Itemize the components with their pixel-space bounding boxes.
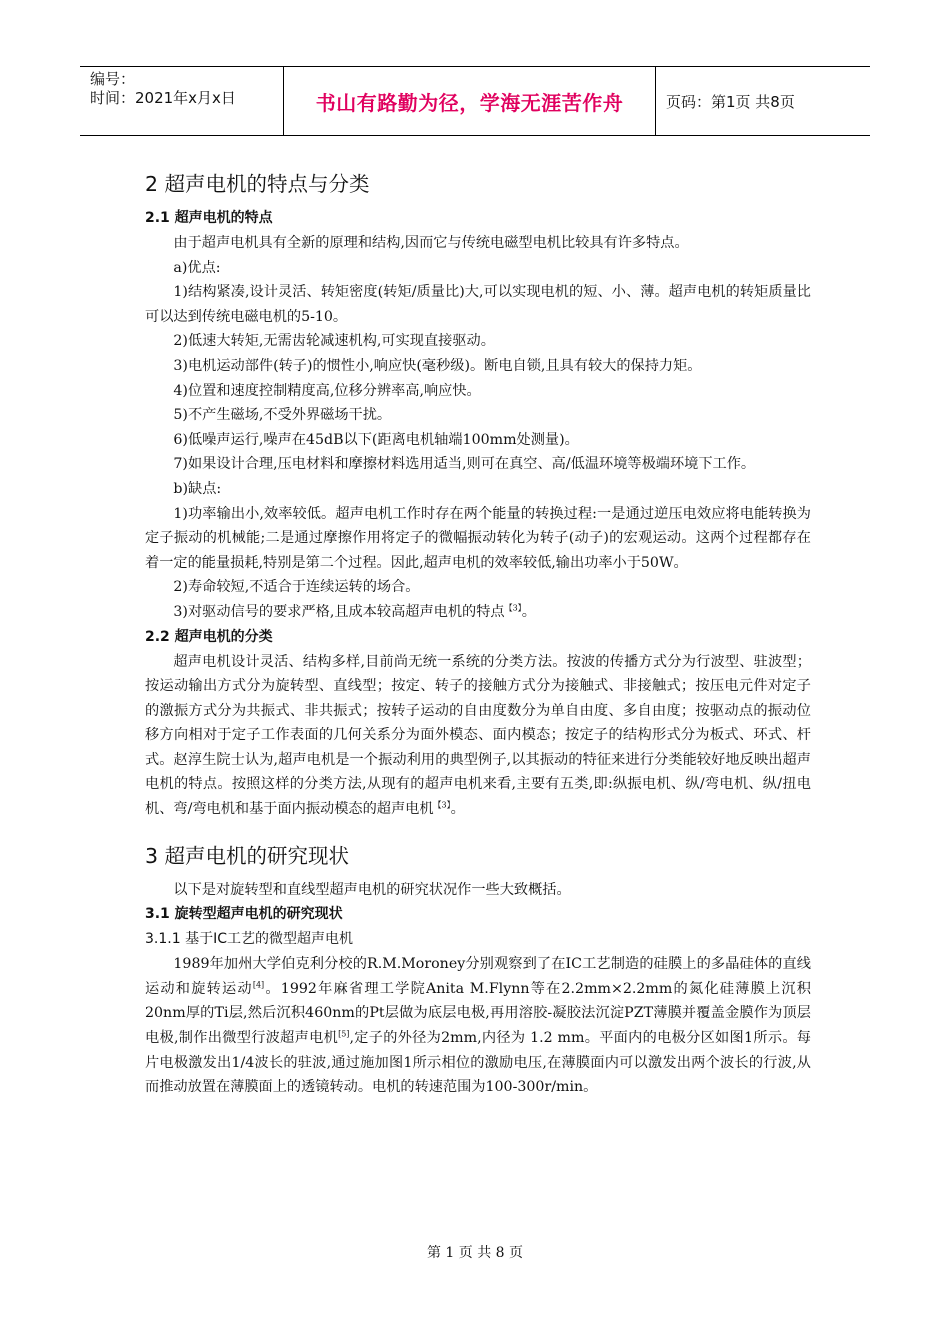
header-motto: 书山有路勤为径，学海无涯苦作舟 [284,67,656,135]
citation: [5] [338,1029,350,1039]
paragraph [145,952,811,1100]
page-footer: 第 1 页 共 8 页 [426,1245,524,1261]
serial-label: 编号： [90,70,136,88]
page-header [80,66,870,136]
section-2-2-heading: 2.2 超声电机的分类 [145,628,273,645]
paragraph: 由于超声电机具有全新的原理和结构,因而它与传统电磁型电机比较具有许多特点。 [173,235,689,251]
document-body [145,168,811,1100]
paragraph-text: 超声电机设计灵活、结构多样,目前尚无统一系统的分类方法。按波的传播方式分为行波型、驻波型；按运动输出方式分为旋转型、直线型；按定、转子的接触方式分为接触式、非接触式；按压电元件对定子的激振方式分为共振式、非共振式；按转子运动的自由度数分为单自由度、多自由度；按驱动点的振动位移方向相对于定子工作表面的几何关系分为面外模态、面内模态；按定子的结构形式分为板式、环式、杆式。赵淳生院士认为,超声电机是一个振动利用的典型例子,以其振动的特征来进行分类能较好地反映出超声电机的特点。按照这样的分类方法,从现有的超声电机来看,主要有五类,即:纵振电机、纵/弯电机、纵/扭电机、弯/弯电机和基于面内振动模态的超声电机 [145,653,811,818]
paragraph-text: 1989年加州大学伯克利分校的R.M.Moroney分别观察到了在IC工艺制造的硅膜上的多晶硅体的直线运动和旋转运动 [145,956,811,997]
paragraph-text: 。 [521,603,536,620]
paragraph: 以下是对旋转型和直线型超声电机的研究状况作一些大致概括。 [173,881,571,898]
paragraph-text: 。1992年麻省理工学院Anita M.Flynn等在2.2mm×2.2mm的氮化硅薄膜上沉积20nm厚的Ti层,然后沉积460nm的Pt层做为底层电极,再用溶胶-凝胶法沉淀PZT薄膜并覆盖金膜作为顶层电极,制作出微型行波超声电机 [145,980,811,1047]
paragraph-text: 3)对驱动信号的要求严格,且成本较高超声电机的特点 [173,603,505,620]
paragraph: 2)低速大转矩,无需齿轮减速机构,可实现直接驱动。 [173,333,495,350]
section-2-1-heading: 2.1 超声电机的特点 [145,210,273,226]
paragraph: 3)电机运动部件(转子)的惯性小,响应快(毫秒级)。断电自锁,且具有较大的保持力矩。 [173,357,702,374]
paragraph-text: 。 [450,801,465,818]
section-3-heading: 3 超声电机的研究现状 [145,843,350,868]
section-3-1-1-heading: 3.1.1 基于IC工艺的微型超声电机 [145,931,353,948]
paragraph [145,600,811,625]
paragraph: 1)结构紧凑,设计灵活、转矩密度(转矩/质量比)大,可以实现电机的短、小、薄。超声电机的转矩质量比可以达到传统电磁电机的5-10。 [145,284,811,325]
paragraph: 4)位置和速度控制精度高,位移分辨率高,响应快。 [173,382,481,399]
citation: 【3】 [433,800,451,810]
citation: 【3】 [504,603,522,613]
paragraph: a)优点: [173,259,221,276]
section-2-heading: 2 超声电机的特点与分类 [145,172,370,196]
paragraph: 1)功率输出小,效率较低。超声电机工作时存在两个能量的转换过程:一是通过逆压电效应将电能转换为定子振动的机械能;二是通过摩擦作用将定子的微幅振动转化为转子(动子)的宏观运动。这两个过程都存在着一定的能量损耗,特别是第二个过程。因此,超声电机的效率较低,输出功率小于50W。 [145,505,811,571]
paragraph: 2)寿命较短,不适合于连续运转的场合。 [173,579,420,596]
paragraph: b)缺点: [173,480,222,497]
paragraph: 6)低噪声运行,噪声在45dB以下(距离电机轴端100mm处测量)。 [173,431,579,448]
paragraph-text: ,定子的外径为2mm,内径为 1.2 mm。平面内的电极分区如图1所示。每片电极激发出1/4波长的驻波,通过施加图1所示相位的激励电压,在薄膜面内可以激发出两个波长的行波,从而推动放置在薄膜面上的透镜转动。电机的转速范围为100-300r/min。 [145,1030,811,1096]
section-3-1-heading: 3.1 旋转型超声电机的研究现状 [145,906,343,923]
header-page-info: 页码：第1页 共8页 [666,92,795,111]
paragraph: 5)不产生磁场,不受外界磁场干扰。 [173,407,392,424]
paragraph: 7)如果设计合理,压电材料和摩擦材料选用适当,则可在真空、高/低温环境等极端环境下工作。 [173,456,756,473]
date-line: 时间：2021年x月x日 [90,89,236,107]
citation: [4] [252,980,265,990]
paragraph [145,650,811,822]
header-meta-cell [80,67,284,135]
